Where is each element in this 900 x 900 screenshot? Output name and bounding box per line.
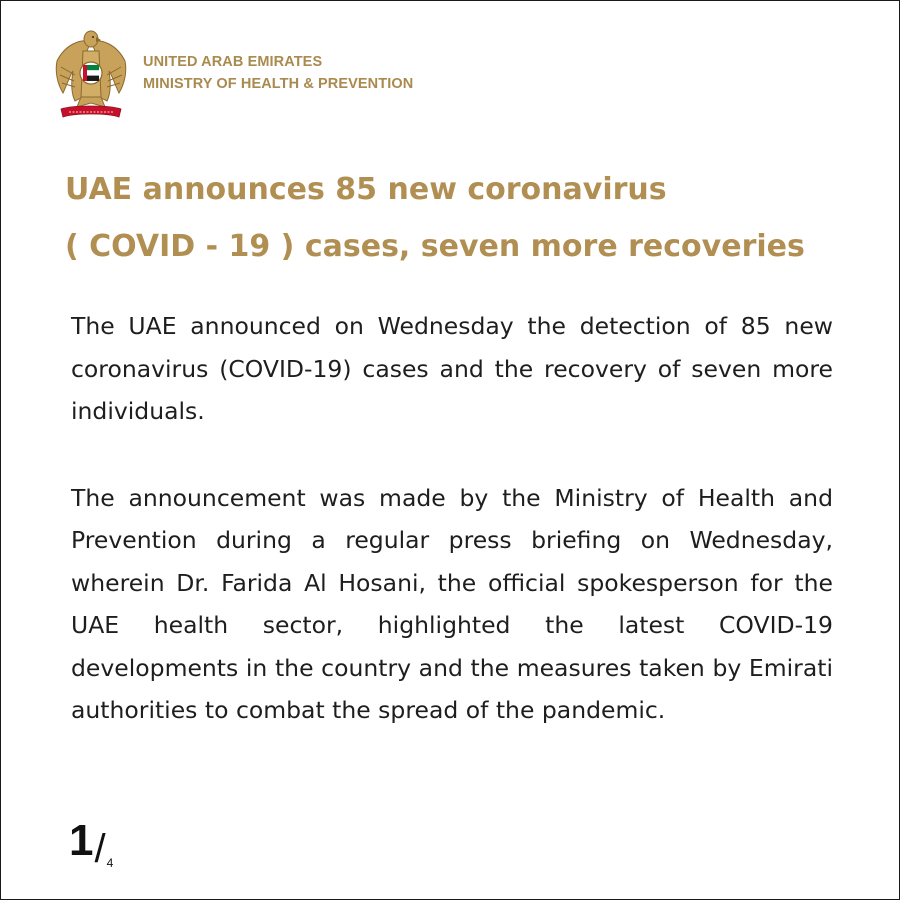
page-title — [65, 161, 855, 275]
headline-line-2: ( COVID - 19 ) cases, seven more recoveries — [65, 229, 805, 264]
country-name: UNITED ARAB EMIRATES — [143, 54, 323, 70]
ministry-title: MINISTRY OF HEALTH & PREVENTION — [143, 76, 414, 92]
ministry-name — [143, 51, 413, 95]
page-indicator — [69, 816, 114, 871]
article-paragraph: The announcement was made by the Ministry of Health and Prevention during a regular press briefing on Wednesday, wherein Dr. Farida Al Hosani, the official spokesperson for the UAE health sector, highlighted the latest COVID-19 developments in the country and the measures taken by Emirati authorities to combat the spread of the pandemic. — [71, 483, 833, 724]
article-body — [71, 305, 833, 732]
ministry-header — [53, 27, 413, 119]
total-page-count: 4 — [106, 856, 114, 870]
headline-line-1: UAE announces 85 new coronavirus — [65, 172, 667, 207]
article-paragraph: The UAE announced on Wednesday the detection of 85 new coronavirus (COVID-19) cases and the recovery of seven more individuals. — [71, 312, 833, 425]
page-separator: / — [94, 827, 106, 871]
uae-falcon-emblem-icon — [53, 27, 129, 119]
current-page-number: 1 — [69, 816, 94, 865]
